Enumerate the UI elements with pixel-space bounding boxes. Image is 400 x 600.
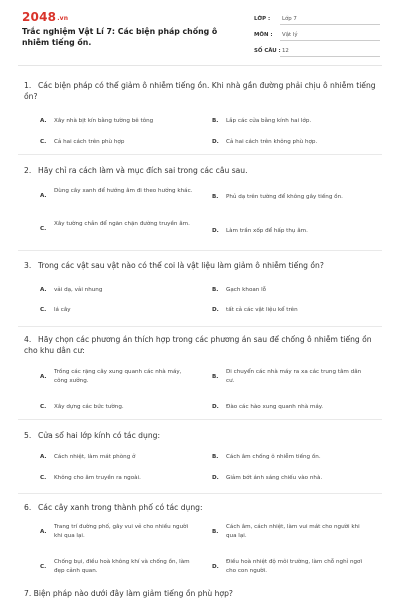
- question-text: [24, 260, 378, 271]
- question-divider: [18, 250, 382, 251]
- meta-class-value: Lớp 7: [282, 16, 297, 22]
- option-text: Điều hoà nhiệt độ môi trường, làm chỗ nghỉ ngơi cho con người.: [226, 559, 363, 574]
- question-text: [24, 165, 378, 176]
- option-text: Cách âm chống ô nhiễm tiếng ồn.: [226, 454, 321, 460]
- option-label: C.: [40, 475, 47, 481]
- option-label: B.: [212, 287, 219, 293]
- option-label: B.: [212, 529, 219, 535]
- page-header: [0, 0, 400, 66]
- option-text: Làm trần xốp để hấp thụ âm.: [226, 228, 308, 234]
- question-number: 4.: [24, 335, 32, 344]
- option-label: A.: [40, 374, 47, 380]
- question-number: 1.: [24, 81, 32, 90]
- option-label: A.: [40, 287, 47, 293]
- option-label: A.: [40, 454, 47, 460]
- option-label: C.: [40, 226, 47, 232]
- option-label: B.: [212, 194, 219, 200]
- question-divider: [18, 493, 382, 494]
- question-divider: [18, 154, 382, 155]
- option-text: Không cho âm truyền ra ngoài.: [54, 475, 141, 481]
- option-text: Xây dựng các bức tường.: [54, 404, 124, 410]
- question-body: Hãy chọn các phương án thích hợp trong các phương án sau để chống ô nhiễm tiếng ồn cho khu dân cư:: [24, 335, 372, 356]
- option-label: D.: [212, 404, 219, 410]
- meta-class-row: [254, 12, 380, 28]
- option-label: D.: [212, 139, 219, 145]
- option-label: A.: [40, 118, 47, 124]
- question-body: Trong các vật sau vật nào có thể coi là vật liệu làm giảm ô nhiễm tiếng ồn?: [38, 261, 324, 270]
- option-label: D.: [212, 307, 219, 313]
- question-body: Các biện pháp có thể giảm ô nhiễm tiếng ồn. Khi nhà gần đường phải chịu ô nhiễm tiếng ồn?: [24, 81, 376, 102]
- option-label: C.: [40, 564, 47, 570]
- meta-count-underline: [280, 56, 380, 57]
- option-text: tất cả các vật liệu kể trên: [226, 307, 298, 313]
- option-text: Xây tường chắn để ngăn chặn đường truyền âm.: [54, 221, 190, 227]
- next-question-fragment: [18, 589, 382, 600]
- meta-class-label: LỚP :: [254, 16, 271, 22]
- question-divider: [18, 326, 382, 327]
- question-text: [24, 334, 378, 357]
- question-body: Hãy chỉ ra cách làm và mục đích sai trong các câu sau.: [38, 166, 248, 175]
- question-text: [24, 502, 378, 513]
- option-text: Di chuyển các nhà máy ra xa các trung tâm dân cư.: [226, 369, 362, 384]
- header-divider: [18, 65, 382, 66]
- option-label: C.: [40, 404, 47, 410]
- meta-subject-underline: [280, 40, 380, 41]
- quiz-meta: [254, 12, 380, 60]
- option-label: B.: [212, 454, 219, 460]
- question-body: Các cây xanh trong thành phố có tác dụng:: [38, 503, 203, 512]
- meta-subject-row: [254, 28, 380, 44]
- option-label: D.: [212, 228, 219, 234]
- question-3: [18, 260, 382, 330]
- option-label: B.: [212, 118, 219, 124]
- meta-count-label: SỐ CÂU :: [254, 48, 281, 54]
- question-number: 5.: [24, 431, 32, 440]
- option-text: Dùng cây xanh để hướng âm đi theo hướng khác.: [54, 188, 193, 194]
- question-2: [18, 165, 382, 253]
- option-text: Phủ dạ trên tường để không gây tiếng ồn.: [226, 194, 343, 200]
- question-divider: [18, 419, 382, 420]
- question-text: [24, 430, 378, 441]
- meta-count-row: [254, 44, 380, 60]
- question-4: [18, 334, 382, 420]
- option-label: C.: [40, 307, 47, 313]
- logo-name: 2048: [22, 10, 57, 24]
- option-text: Cả hai cách trên không phù hợp.: [226, 139, 318, 145]
- option-text: Cách nhiệt, làm mát phòng ở: [54, 454, 136, 460]
- meta-subject-label: MÔN :: [254, 32, 273, 38]
- option-text: lá cây: [54, 307, 71, 313]
- option-text: Giảm bớt ánh sáng chiếu vào nhà.: [226, 475, 323, 481]
- option-text: vải dạ, vải nhung: [54, 287, 103, 293]
- option-label: D.: [212, 564, 219, 570]
- option-text: Xây nhà bịt kín bằng tường bê tông: [54, 118, 154, 124]
- option-text: Chống bụi, điều hoà không khí và chống ồn, làm đẹp cảnh quan.: [54, 559, 190, 574]
- option-text: Cả hai cách trên phù hợp: [54, 139, 125, 145]
- meta-subject-value: Vật lý: [282, 32, 298, 38]
- question-number: 3.: [24, 261, 32, 270]
- question-number: 6.: [24, 503, 32, 512]
- option-text: Đào các hào xung quanh nhà máy.: [226, 404, 324, 410]
- option-text: Lắp các cửa bằng kính hai lớp.: [226, 118, 312, 124]
- question-1: [18, 80, 382, 162]
- question-text: [24, 80, 378, 103]
- logo-suffix: .vn: [57, 15, 69, 22]
- option-text: Trồng các rặng cây xung quanh các nhà máy, công xưởng.: [54, 369, 182, 384]
- question-6: [18, 502, 382, 592]
- question-text: 7. Biện pháp nào dưới đây làm giảm tiếng ồn phù hợp?: [24, 589, 233, 598]
- option-text: Trang trí đường phố, gây vui vẻ cho nhiều người khi qua lại.: [54, 524, 189, 539]
- page-title: Trắc nghiệm Vật Lí 7: Các biện pháp chống ô nhiễm tiếng ồn.: [22, 27, 218, 47]
- site-logo[interactable]: [22, 10, 68, 24]
- option-label: A.: [40, 529, 47, 535]
- option-label: A.: [40, 193, 47, 199]
- option-label: C.: [40, 139, 47, 145]
- option-label: B.: [212, 374, 219, 380]
- question-number: 2.: [24, 166, 32, 175]
- meta-class-underline: [280, 24, 380, 25]
- option-label: D.: [212, 475, 219, 481]
- question-body: Cửa sổ hai lớp kính có tác dụng:: [38, 431, 161, 440]
- option-text: Cách âm, cách nhiệt, làm vui mát cho người khi qua lại.: [226, 524, 360, 539]
- meta-count-value: 12: [282, 48, 289, 54]
- question-5: [18, 430, 382, 496]
- option-text: Gạch khoan lỗ: [226, 287, 267, 293]
